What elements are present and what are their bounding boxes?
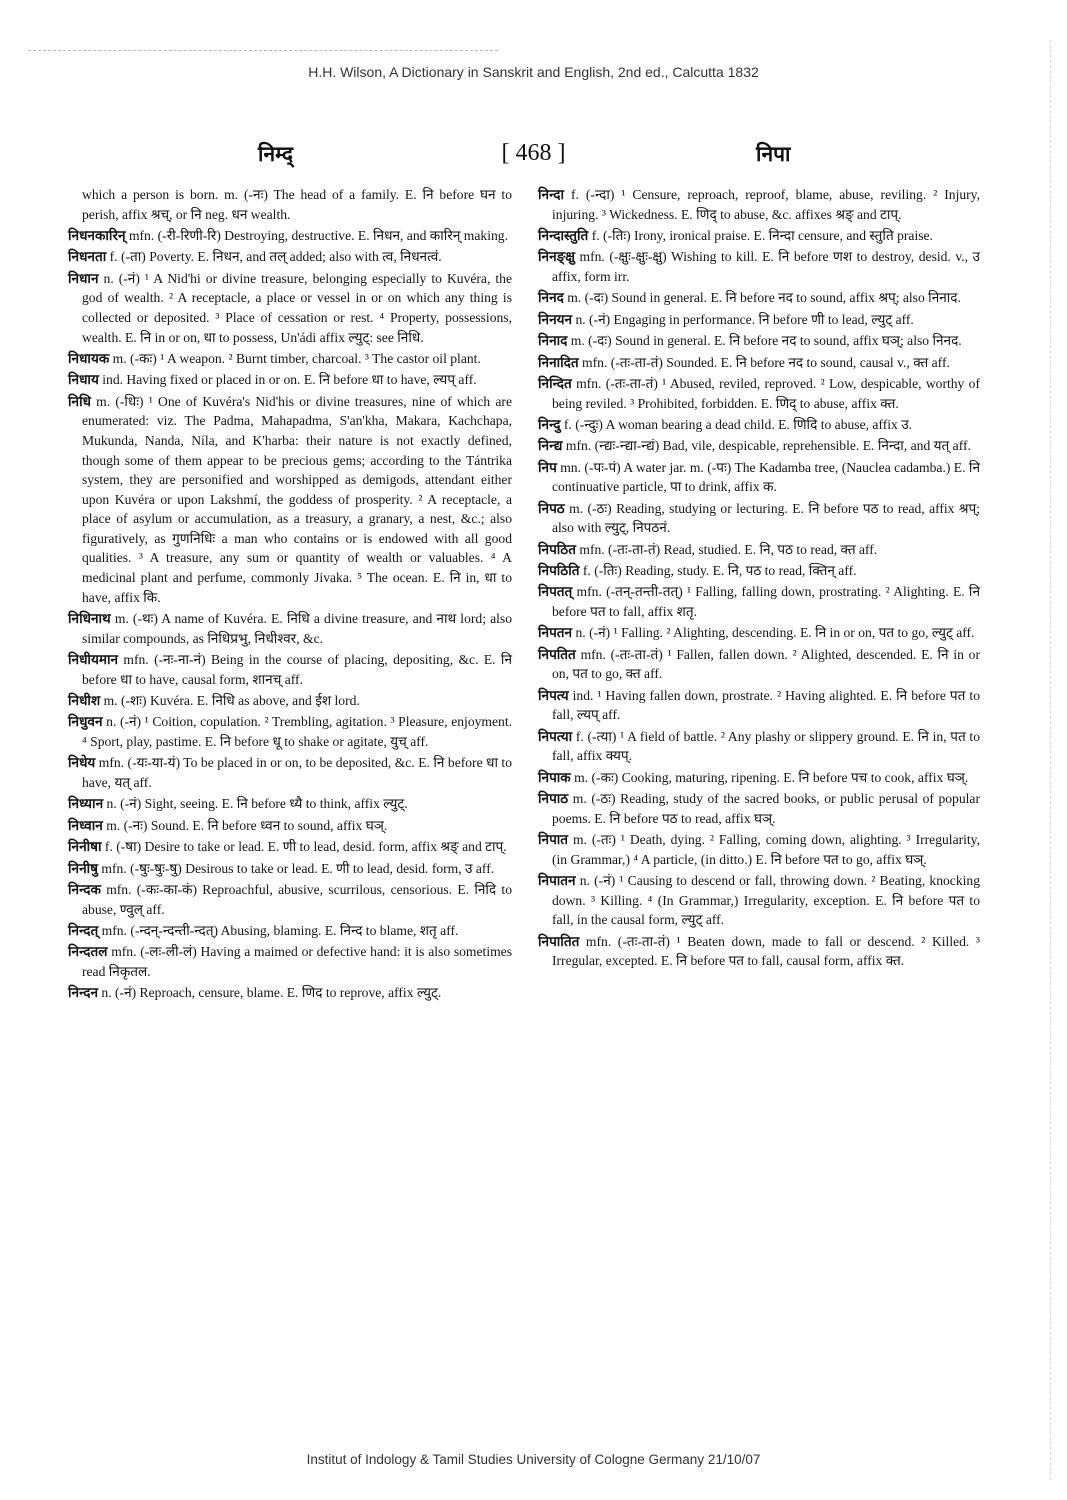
entry-headword: निपाठ [538,791,569,807]
dictionary-entry [68,269,512,347]
entry-headword: निपाक [538,769,571,785]
dictionary-entry [538,830,980,869]
dictionary-entry [68,753,512,792]
entry-headword: निपत्य [538,687,569,703]
dictionary-entry [538,226,980,246]
entry-headword: निधीयमान [68,652,119,668]
entry-definition: mfn. (-तन्-तन्ती-तत्) ¹ Falling, falling down, prostrating. ² Alighting. E. नि before पत to fall, affix शतृ. [552,584,980,620]
entry-headword: निपठ [538,500,565,516]
entry-headword: निपातित [538,933,580,949]
entry-definition: mfn. (-नः-ना-नं) Being in the course of placing, depositing, &c. E. नि before धा to have, causal form, शानच् aff. [82,652,512,687]
dictionary-entry [68,226,512,246]
entry-definition: mfn. (-यः-या-यं) To be placed in or on, to be deposited, &c. E. नि before धा to have, यत् aff. [82,755,512,790]
entry-headword: निधनकारिन् [68,227,126,243]
entry-headword: निपात [538,832,569,848]
entry-headword: निध्वान [68,817,103,833]
entry-headword: निनीषा [68,839,102,855]
entry-definition: n. (-नं) Reproach, censure, blame. E. णिद to reprove, affix ल्युट्. [98,985,442,1001]
dictionary-entry [538,458,980,497]
entry-headword: निन्दत् [68,922,99,938]
entry-definition: mfn. (-लः-ली-लं) Having a maimed or defective hand: it is also sometimes read निकृतल. [82,944,512,979]
dictionary-entry [538,247,980,286]
dictionary-entry [538,436,980,456]
entry-headword: निधिनाथ [68,611,111,627]
dictionary-entry [538,871,980,930]
entry-definition: m. (-तः) ¹ Death, dying. ² Falling, coming down, alighting. ³ Irregularity, (in Grammar,) ⁴ A particle, (in ditto.) E. नि before पत to go, affix घञ्. [552,832,980,867]
dictionary-entry [538,374,980,413]
entry-definition: f. (-षा) Desire to take or lead. E. णी to lead, desid. form, affix श्रङ् and टाप्. [101,839,507,855]
entry-headword: निन्दक [68,881,101,897]
entry-headword: निन्द्य [538,438,563,454]
entry-definition: mfn. (-तः-ता-तं) ¹ Fallen, fallen down. ² Alighted, descended. E. नि in or on, पत to go, क्त aff. [552,646,980,682]
entry-definition: f. (-तिः) Irony, ironical praise. E. निन्दा censure, and स्तुति praise. [588,227,933,243]
entry-headword: निधेय [68,755,96,771]
entry-definition: m. (-शः) Kuvéra. E. निधि as above, and ईश lord. [100,693,360,709]
entry-definition: m. (-धिः) ¹ One of Kuvéra's Nid'his or divine treasures, nine of which are enumerated: viz. The Padma, Mahapadma, S'an'kha, Makara, Kachchapa, Mukunda, Nanda, Níla, and K'harba: their nature is not exactly defined, though some of them appear to be precious gems; according to the Tántrika system, they are personified and worshipped as demigods, attendant either upon Kuvéra or upon Lakshmí, the goddess of prosperity. ² A receptacle, a place of asylum or accumulation, as a treasury, a granary, a nest, &c.; also figuratively, as गुणनिधिः a man who contains or is endowed with all good qualities. ³ A treasure, any sum or quantity of wealth or valuables. ⁴ A medicinal plant and perfume, commonly Jivaka. ⁵ The ocean. E. नि in, धा to have, affix कि. [82,393,512,605]
dictionary-entry [68,392,512,608]
entry-headword: निन्दु [538,416,561,432]
entry-headword: निपत्या [538,728,573,744]
left-column [68,185,512,1005]
entry-headword: निपठिति [538,563,580,579]
entry-definition: m. (-ठः) Reading, studying or lecturing. E. नि before पठ to read, affix श्रप्; also with ल्युट्, निपठनं. [552,500,980,536]
entry-headword: निप [538,459,557,475]
entry-headword: निनीषु [68,860,98,876]
entry-definition: mfn. (-तः-ता-तं) Read, studied. E. नि, पठ to read, क्त aff. [575,541,878,557]
entry-headword: निन्दन [68,985,99,1001]
entry-definition: n. (-नं) Engaging in performance. नि before णी to lead, ल्युट् aff. [572,311,914,327]
citation-header: H.H. Wilson, A Dictionary in Sanskrit and English, 2nd ed., Calcutta 1832 [308,64,759,80]
right-column [538,185,980,973]
entry-definition: m. (-दः) Sound in general. E. नि before नद to sound, affix घञ्; also निनद. [567,333,962,349]
entry-headword: निन्दतल [68,944,108,960]
entry-definition: m. (-कः) ¹ A weapon. ² Burnt timber, charcoal. ³ The castor oil plant. [109,350,481,366]
entry-definition: f. (-तिः) Reading, study. E. नि, पठ to read, क्तिन् aff. [579,563,857,579]
dictionary-entry [538,561,980,581]
entry-definition: n. (-नं) ¹ Falling. ² Alighting, descending. E. नि in or on, पत to go, ल्युट् aff. [572,625,975,641]
entry-headword: निधीश [68,693,101,709]
dictionary-entry [538,185,980,224]
entry-definition: mfn. (-तः-ता-तं) ¹ Beaten down, made to fall or descend. ² Killed. ³ Irregular, excepted. E. नि before पत to fall, causal form, affix क्त. [552,933,980,969]
entry-definition: m. (-नः) Sound. E. नि before ध्वन to sound, affix घञ्. [102,817,388,833]
dictionary-entry [68,247,512,267]
dictionary-entry [538,789,980,828]
entry-headword: निन्दास्तुति [538,227,589,243]
entry-headword: निन्दित [538,375,572,391]
dictionary-entry [538,310,980,330]
entry-definition: n. (-नं) ¹ Causing to descend or fall, throwing down. ² Beating, knocking down. ³ Killing. ⁴ (In Grammar,) Irregularity, exception. E. नि before पत to fall, in the causal form, ल्युट् aff. [552,873,980,928]
entry-headword: निनाद [538,333,568,349]
entry-definition: m. (-ठः) Reading, study of the sacred books, or public perusal of popular poems. E. नि before पठ to read, affix घञ्. [552,791,980,826]
entry-definition: f. (-न्दुः) A woman bearing a dead child. E. णिदि to abuse, affix उ. [560,416,913,432]
entry-definition: mfn. (-न्दन्-न्दन्ती-न्दत्) Abusing, blaming. E. निन्द to blame, शतृ aff. [98,922,459,938]
entry-definition: mfn. (-क्षुः-क्षुः-क्षु) Wishing to kill. E. नि before णश to destroy, desid. v., उ affix, form irr. [552,249,980,284]
dictionary-entry [68,185,512,224]
entry-definition: f. (-ता) Poverty. E. निधन, and तल् added; also with त्व, निधनत्वं. [106,249,442,265]
entry-headword: निधनता [68,249,107,265]
dictionary-entry [538,331,980,351]
dictionary-entry [538,623,980,643]
entry-definition: m. (-दः) Sound in general. E. नि before नद to sound, affix श्रप्; also निनाद. [563,290,961,306]
dictionary-entry [68,794,512,814]
entry-definition: f. (-त्या) ¹ A field of battle. ² Any plashy or slippery ground. E. नि in, पत to fall, affix क्यप्. [552,728,980,764]
entry-definition: mfn. (-कः-का-कं) Reproachful, abusive, scurrilous, censorious. E. निदि to abuse, ण्वुल् aff. [82,881,512,917]
entry-headword: निनङ्क्षु [538,249,576,265]
dictionary-entry [68,712,512,751]
entry-headword: निधान [68,270,99,286]
page-number: [ 468 ] [501,140,566,166]
page-edge-line [1050,40,1051,1480]
entry-definition: mn. (-पः-पं) A water jar. m. (-पः) The Kadamba tree, (Nauclea cadamba.) E. नि continuative particle, पा to drink, affix क. [552,459,980,495]
entry-definition: mfn. (-षुः-षुः-षु) Desirous to take or lead. E. णी to lead, desid. form, उ aff. [98,860,495,876]
dictionary-entry [68,983,512,1003]
dictionary-entry [68,349,512,369]
entry-definition: mfn. (-तः-ता-तं) Sounded. E. नि before नद to sound, causal v., क्त aff. [578,354,950,370]
dictionary-entry [68,816,512,836]
entry-headword: निनयन [538,311,573,327]
entry-definition: which a person is born. m. (-नः) The head of a family. E. नि before घन to perish, affix श्रच्, or नि neg. धन wealth. [82,187,512,222]
entry-definition: ind. Having fixed or placed in or on. E. नि before धा to have, ल्यप् aff. [98,372,477,388]
entry-headword: निपातन [538,873,576,889]
entry-definition: mfn. (-तः-ता-तं) ¹ Abused, reviled, reproved. ² Low, despicable, worthy of being reviled. ³ Prohibited, forbidden. E. णिद् to abuse, affix क्त. [552,375,980,411]
dictionary-entry [68,609,512,648]
entry-headword: निपतन [538,625,573,641]
dictionary-entry [538,582,980,621]
entry-definition: mfn. (-री-रिणी-रि) Destroying, destructive. E. निधन, and कारिन् making. [125,227,508,243]
dictionary-entry [68,859,512,879]
dictionary-entry [68,880,512,919]
dictionary-entry [68,650,512,689]
entry-definition: ind. ¹ Having fallen down, prostrate. ² Having alighted. E. नि before पत to fall, ल्यप् aff. [552,687,980,723]
entry-headword: निधुवन [68,714,103,730]
dictionary-entry [538,727,980,766]
entry-definition: m. (-थः) A name of Kuvéra. E. निधि a divine treasure, and नाथ lord; also similar compounds, as निधिप्रभु, निधीश्वर, &c. [82,611,512,646]
entry-headword: निपतत् [538,584,573,600]
dictionary-entry [68,942,512,981]
dictionary-entry [68,691,512,711]
dictionary-entry [538,932,980,971]
entry-headword: निन्दा [538,187,565,202]
left-guide-word: निम्द् [258,141,294,166]
entry-definition: n. (-नं) Sight, seeing. E. नि before ध्यै to think, affix ल्युट्. [103,796,408,812]
dictionary-entry [538,499,980,538]
entry-headword: निधाय [68,372,99,388]
entry-definition: n. (-नं) ¹ Coition, copulation. ² Trembling, agitation. ³ Pleasure, enjoyment. ⁴ Sport, play, pastime. E. नि before धू to shake or agitate, युच् aff. [82,714,512,749]
entry-headword: निनादित [538,354,579,370]
entry-definition: mfn. (न्द्यः-न्द्या-न्द्यं) Bad, vile, despicable, reprehensible. E. निन्दा, and यत् aff. [562,438,971,454]
dictionary-entry [538,645,980,684]
entry-definition: n. (-नं) ¹ A Nid'hi or divine treasure, belonging especially to Kuvéra, the god of wealth. ² A receptacle, a place or vessel in or on which any thing is collected or deposited. ³ Place of cessation or rest. ⁴ Property, possessions, wealth. E. नि in or on, धा to possess, Un'ádi affix ल्युट्: see निधि. [82,270,512,345]
dictionary-entry [538,353,980,373]
dictionary-entry [538,415,980,435]
entry-headword: निनद [538,290,564,306]
entry-headword: निधि [68,393,91,409]
footer-credit: Institut of Indology & Tamil Studies University of Cologne Germany 21/10/07 [306,1452,761,1467]
entry-headword: निधायक [68,350,110,366]
entry-headword: निपतित [538,646,576,662]
dictionary-entry [68,921,512,941]
dictionary-entry [538,768,980,788]
dictionary-entry [538,540,980,560]
dictionary-entry [68,837,512,857]
entry-definition: m. (-कः) Cooking, maturing, ripening. E. नि before पच to cook, affix घञ्. [570,769,969,785]
entry-headword: निध्यान [68,796,104,812]
dictionary-entry [68,370,512,390]
dictionary-entry [538,686,980,725]
entry-headword: निपठित [538,541,576,557]
entry-definition: f. (-न्दा) ¹ Censure, reproach, reproof, blame, abuse, reviling. ² Injury, injuring. ³ Wickedness. E. णिद् to abuse, &c. affixes श्रङ् and टाप्. [552,187,980,222]
top-scan-rule [28,50,498,51]
dictionary-entry [538,288,980,308]
right-guide-word: निपा [756,141,791,166]
